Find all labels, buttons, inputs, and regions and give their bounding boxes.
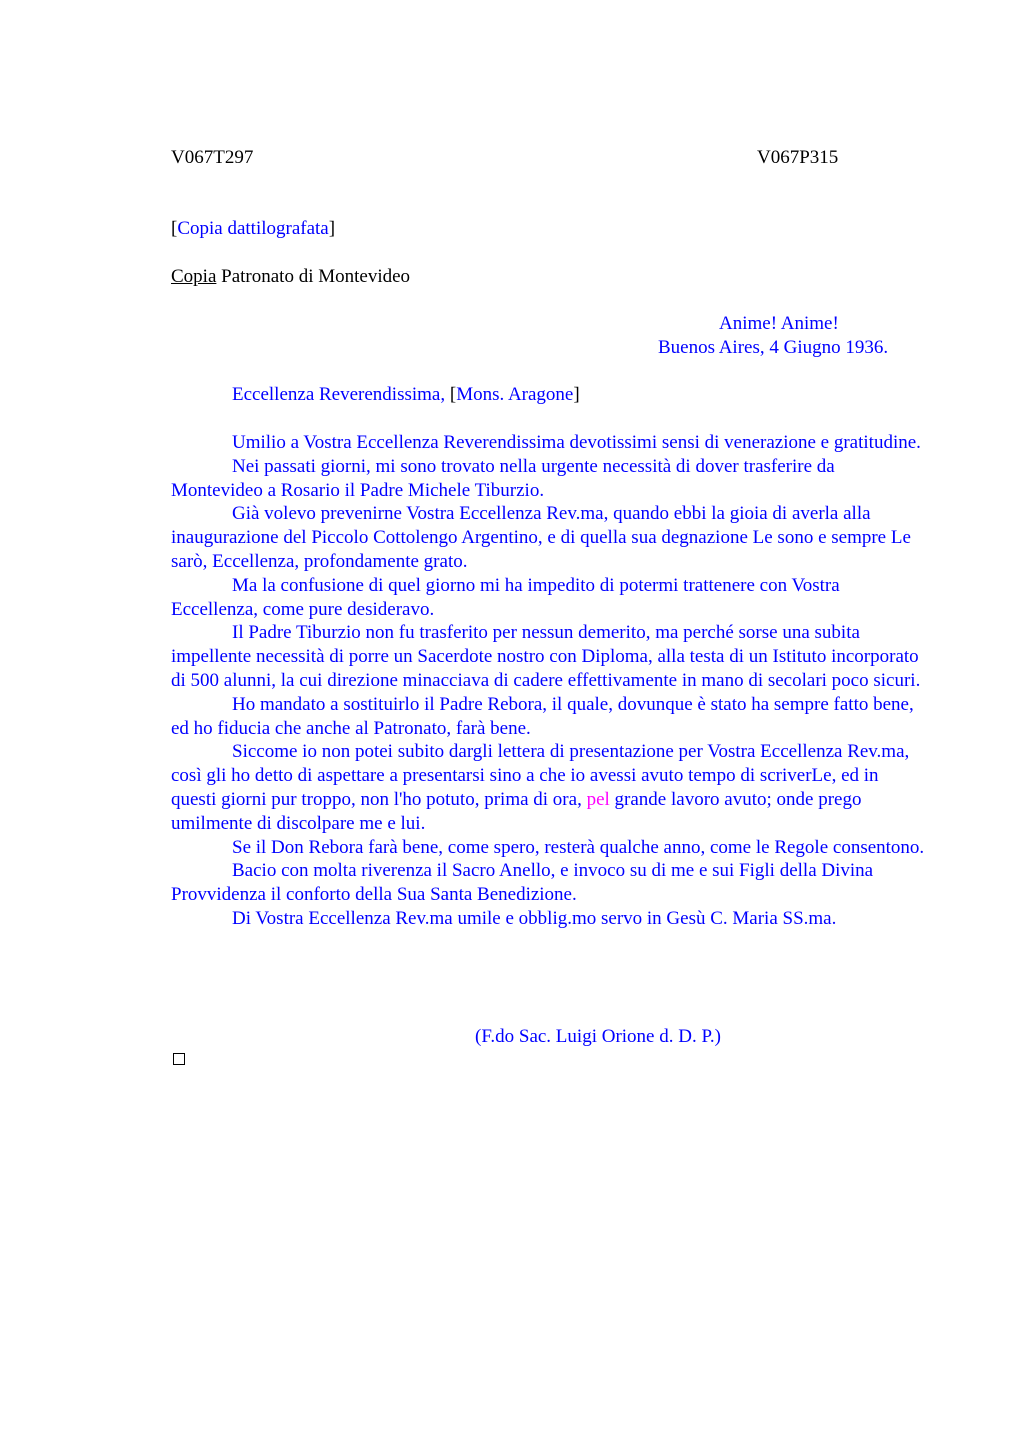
paragraph: Umilio a Vostra Eccellenza Reverendissima devotissimi sensi di venerazione e gratitudine. [232,432,921,453]
recipient-name: Mons. Aragone [456,384,574,405]
note-bracket-close: ] [328,218,336,239]
paragraph: Il Padre Tiburzio non fu trasferito per nessun demerito, ma perché sorse una subita impellente necessità di porre un Sacerdote nostro con Diploma, alla testa di un Istituto incorporato di 500 alunni, la cui direzione minacciava di cadere effettivamente in mano di secolari poco sicuri. [171,622,921,691]
recipient-bracket-open: [ [449,384,457,405]
motto: Anime! Anime! [719,313,839,334]
editorial-note [171,218,335,240]
paragraph: Bacio con molta riverenza il Sacro Anello, e invoco su di me e sui Figli della Divina Provvidenza il conforto della Sua Santa Benedizione. [171,860,874,906]
paragraph: Ho mandato a sostituirlo il Padre Rebora, il quale, dovunque è stato ha sempre fatto bene, ed ho fiducia che anche al Patronato, farà bene. [171,693,914,739]
end-marker-box [173,1053,185,1065]
place-date: Buenos Aires, 4 Giugno 1936. [658,337,889,358]
copy-label: Copia [171,266,217,287]
paragraph-text-before: Siccome io non potei subito dargli lettera di presentazione per Vostra Eccellenza Rev.ma, così gli ho detto di aspettare a presentarsi sino a che io avessi avuto tempo di scriverLe, ed in questi giorni pur troppo, non l'ho potuto, prima di ora, [171,741,910,810]
paragraph: Ma la confusione di quel giorno mi ha impedito di potermi trattenere con Vostra Eccellenza, come pure desideravo. [171,574,840,620]
copy-destination: Patronato di Montevideo [216,266,411,287]
paragraph-text-after: grande lavoro avuto; onde prego umilmente di discolpare me e lui. [171,788,862,834]
note-text: Copia dattilografata [177,218,329,239]
doc-code-left: V067T297 [171,147,254,168]
signature: (F.do Sac. Luigi Orione d. D. P.) [475,1026,721,1047]
paragraph: Già volevo prevenirne Vostra Eccellenza Rev.ma, quando ebbi la gioia di averla alla inaugurazione del Piccolo Cottolengo Argentino, e di quella sua degnazione Le sono e sempre Le sarò, Eccellenza, profondamente grato. [171,503,911,572]
note-bracket-open: [ [171,218,178,239]
salutation [232,384,580,406]
paragraph-presentation [171,740,926,835]
page-code-right: V067P315 [757,147,839,168]
paragraph: Se il Don Rebora farà bene, come spero, resterà qualche anno, come le Regole consentono. [232,836,925,858]
highlighted-word: pel [586,788,610,810]
paragraph: Nei passati giorni, mi sono trovato nella urgente necessità di dover trasferire da Montevideo a Rosario il Padre Michele Tiburzio. [171,455,835,501]
closing-line: Di Vostra Eccellenza Rev.ma umile e obblig.mo servo in Gesù C. Maria SS.ma. [232,907,837,929]
copy-line [171,266,410,288]
recipient-bracket-close: ] [573,384,580,405]
letter-body [171,431,926,931]
salutation-text: Eccellenza Reverendissima, [232,384,450,405]
